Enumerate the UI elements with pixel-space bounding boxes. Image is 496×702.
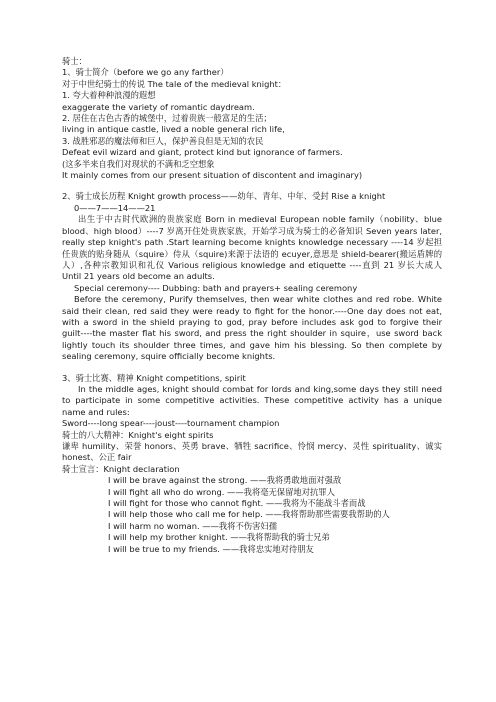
section-1-line: 3. 战胜邪恶的魔法师和巨人，保护善良但是无知的农民: [62, 135, 264, 146]
section-2-heading: 2、骑士成长历程 Knight growth process——幼年、青年、中年、受封 Rise a knight: [62, 191, 386, 202]
age-timeline: 0——7——14——21: [74, 202, 156, 213]
oath-line: I will fight all who do wrong. ——我将毫无保留地对抗罪人: [108, 486, 335, 497]
growth-paragraph: 出生于中古时代欧洲的贵族家庭 Born in medieval European noble family（nobility、blue blood、high blood）----7 岁离开住处贵族家族，开始学习成为骑士的必备知识 Seven years later, really step knight's path .Start learning become knights knowledge necessary ----14 岁起担任贵族的贴身随从（squire）侍从（squire)来源于法语的 ecuyer,意思是 shield-bearer(搬运盾牌的人）,各种宗教知识和礼仪 Various religious knowledge and etiquette ----直到 21 岁长大成人 Until 21 years old become an adults.: [62, 214, 442, 282]
competition-events: Sword----long spear----joust----tournament champion: [62, 418, 280, 429]
section-1-line: exaggerate the variety of romantic daydream.: [62, 101, 255, 112]
spirits-heading: 骑士的八大精神：Knight's eight spirits: [62, 429, 214, 440]
ceremony-line: Special ceremony---- Dubbing: bath and prayers+ sealing ceremony: [74, 282, 358, 293]
oath-line: I will harm no woman. ——我将不伤害妇孺: [108, 520, 277, 531]
virtues-list: 谦卑 humility、荣誉 honors、英勇 brave、牺牲 sacrifice、怜悯 mercy、灵性 spirituality、诚实 honest、公正 fair: [62, 441, 442, 463]
oath-line: I will be true to my friends. ——我将忠实地对待朋友: [108, 543, 314, 554]
section-1-heading: 1、骑士简介（before we go any farther）: [62, 67, 229, 78]
section-1-line: (这多半来自我们对现状的不满和乏空想象: [62, 158, 215, 169]
section-1-intro: 对于中世纪骑士的传说 The tale of the medieval knight：: [62, 78, 287, 89]
oath-line: I will help my brother knight. ——我将帮助我的骑士兄弟: [108, 532, 330, 543]
section-3-heading: 3、骑士比赛、精神 Knight competitions, spirit: [62, 372, 246, 383]
section-1-line: living in antique castle, lived a noble general rich life,: [62, 124, 285, 135]
oath-line: I will fight for those who cannot fight. ——我将为不能战斗者而战: [108, 498, 366, 509]
document-page: [62, 56, 442, 555]
competition-paragraph: In the middle ages, knight should combat for lords and king,some days they still need to participate in some competitive activities. These competitive activity has a unique name and rules:: [62, 383, 442, 417]
section-1-line: 1. 夸大着种种浪漫的遐想: [62, 90, 156, 101]
section-1-line: Defeat evil wizard and giant, protect kind but ignorance of farmers.: [62, 147, 343, 158]
declaration-heading: 骑士宣言：Knight declaration: [62, 463, 180, 474]
ceremony-paragraph: Before the ceremony, Purify themselves, then wear white clothes and red robe. White said their clean, red said they were ready to fight for the honor.----One day does not eat, with a sword in the shield praying to god, pray before includes ask god to forgive their guilt----the master flat his sword, and press the right shoulder in squire，use sword back lightly touch its shoulder three times, and gave him his blessing. So then complete by sealing ceremony, squire officially become knights.: [62, 294, 442, 362]
section-1-line: It mainly comes from our present situation of discontent and imaginary): [62, 170, 363, 181]
oath-line: I will be brave against the strong. ——我将勇敢地面对强敌: [108, 475, 342, 486]
doc-title: 骑士：: [62, 56, 87, 66]
oath-line: I will help those who call me for help. ——我将帮助那些需要我帮助的人: [108, 509, 390, 520]
section-1-line: 2. 居住在古色古香的城堡中，过着贵族一般富足的生活；: [62, 113, 272, 124]
